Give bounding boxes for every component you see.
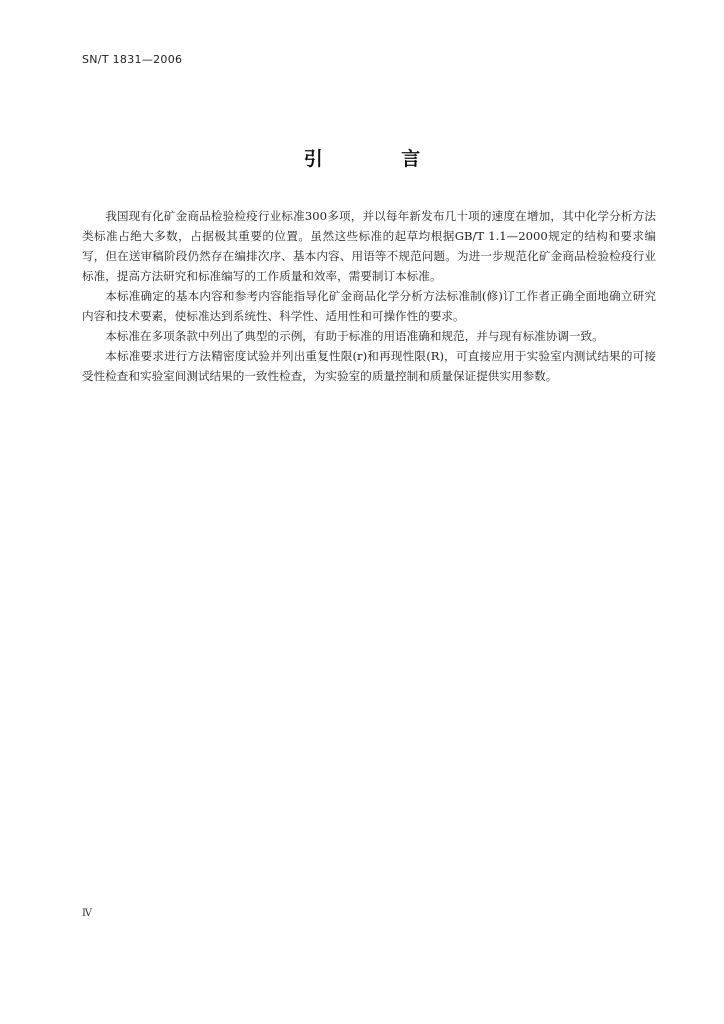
paragraph: 本标准确定的基本内容和参考内容能指导化矿金商品化学分析方法标准制(修)订工作者正确全面地确立研究内容和技术要素，使标准达到系统性、科学性、适用性和可操作性的要求。 <box>82 289 656 323</box>
page-number: Ⅳ <box>82 908 92 919</box>
standard-number: SN/T 1831—2006 <box>82 53 183 66</box>
paragraph: 本标准要求进行方法精密度试验并列出重复性限(r)和再现性限(R)，可直接应用于实验室内测试结果的可接受性检查和实验室间测试结果的一致性检查，为实验室的质量控制和质量保证提供实用参数。 <box>82 349 656 383</box>
paragraph: 本标准在多项条款中列出了典型的示例，有助于标准的用语准确和规范，并与现有标准协调一致。 <box>105 329 604 343</box>
page-title: 引 言 <box>303 148 457 170</box>
paragraph: 我国现有化矿金商品检验检疫行业标准300多项，并以每年新发布几十项的速度在增加，其中化学分析方法类标准占绝大多数，占据极其重要的位置。虽然这些标准的起草均根据GB/T 1.1—2000规定的结构和要求编写，但在送审稿阶段仍然存在编排次序、基本内容、用语等不规范问题。为进一步规范化矿金商品检验检疫行业标准，提高方法研究和标准编写的工作质量和效率，需要制订本标准。 <box>82 209 656 283</box>
body-text <box>82 206 656 386</box>
